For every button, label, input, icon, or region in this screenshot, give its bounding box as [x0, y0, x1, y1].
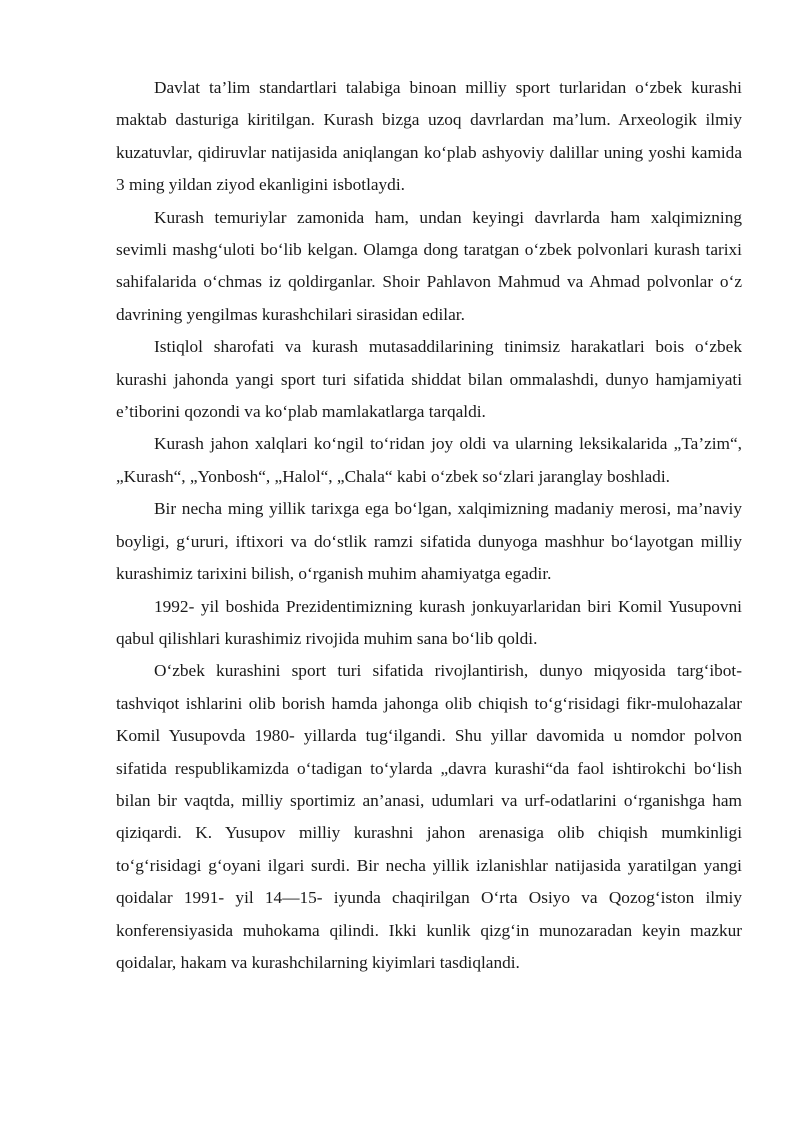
- document-page: [116, 72, 742, 979]
- paragraph-1992: 1992- yil boshida Prezidentimizning kurash jonkuyarlaridan biri Komil Yusupovni qabul qilishlari kurashimiz rivojida muhim sana bo‘lib qoldi.: [116, 596, 742, 648]
- paragraph-yusupov: O‘zbek kurashini sport turi sifatida rivojlantirish, dunyo miqyosida targ‘ibot-tashviqot ishlarini olib borish hamda jahonga olib chiqish to‘g‘risidagi fikr-mulohazalar Komil Yusupovda 1980- yillarda tug‘ilgandi. Shu yillar davomida u nomdor polvon sifatida respublikamizda o‘tadigan to‘ylarda „davra kurashi“da faol ishtirokchi bo‘lish bilan bir vaqtda, milliy sportimiz an’anasi, udumlari va urf-odatlarini o‘rganishga ham qiziqardi. K. Yusupov milliy kurashni jahon arenasiga olib chiqish mumkinligi to‘g‘risidagi g‘oyani ilgari surdi. Bir necha yillik izlanishlar natijasida yaratilgan yangi qoidalar 1991- yil 14—15- iyunda chaqirilgan O‘rta Osiyo va Qozog‘iston ilmiy konferensiyasida muhokama qilindi. Ikki kunlik qizg‘in munozaradan keyin mazkur qoidalar, hakam va kurashchilarning kiyimlari tasdiqlandi.: [116, 661, 742, 972]
- paragraph-terminology: Kurash jahon xalqlari ko‘ngil to‘ridan joy oldi va ularning leksikalarida „Ta’zim“, „Kurash“, „Yonbosh“, „Halol“, „Chala“ kabi o‘zbek so‘zlari jaranglay boshladi.: [116, 434, 742, 486]
- paragraph-independence: Istiqlol sharofati va kurash mutasaddilarining tinimsiz harakatlari bois o‘zbek kurashi jahonda yangi sport turi sifatida shiddat bilan ommalashdi, dunyo hamjamiyati e’tiborini qozondi va ko‘plab mamlakatlarga tarqaldi.: [116, 337, 742, 422]
- paragraph-timurids: Kurash temuriylar zamonida ham, undan keyingi davrlarda ham xalqimizning sevimli mashg‘uloti bo‘lib kelgan. Olamga dong taratgan o‘zbek polvonlari kurash tarixi sahifalarida o‘chmas iz qoldirganlar. Shoir Pahlavon Mahmud va Ahmad polvonlar o‘z davrining yengilmas kurashchilari sirasidan edilar.: [116, 207, 742, 324]
- paragraph-standards: Davlat ta’lim standartlari talabiga binoan milliy sport turlaridan o‘zbek kurashi maktab dasturiga kiritilgan. Kurash bizga uzoq davrlardan ma’lum. Arxeologik ilmiy kuzatuvlar, qidiruvlar natijasida aniqlangan ko‘plab ashyoviy dalillar uning yoshi kamida 3 ming yildan ziyod ekanligini isbotlaydi.: [116, 78, 742, 195]
- paragraph-heritage: Bir necha ming yillik tarixga ega bo‘lgan, xalqimizning madaniy merosi, ma’naviy boyligi, g‘ururi, iftixori va do‘stlik ramzi sifatida dunyoga mashhur bo‘layotgan milliy kurashimiz tarixini bilish, o‘rganish muhim ahamiyatga egadir.: [116, 499, 742, 584]
